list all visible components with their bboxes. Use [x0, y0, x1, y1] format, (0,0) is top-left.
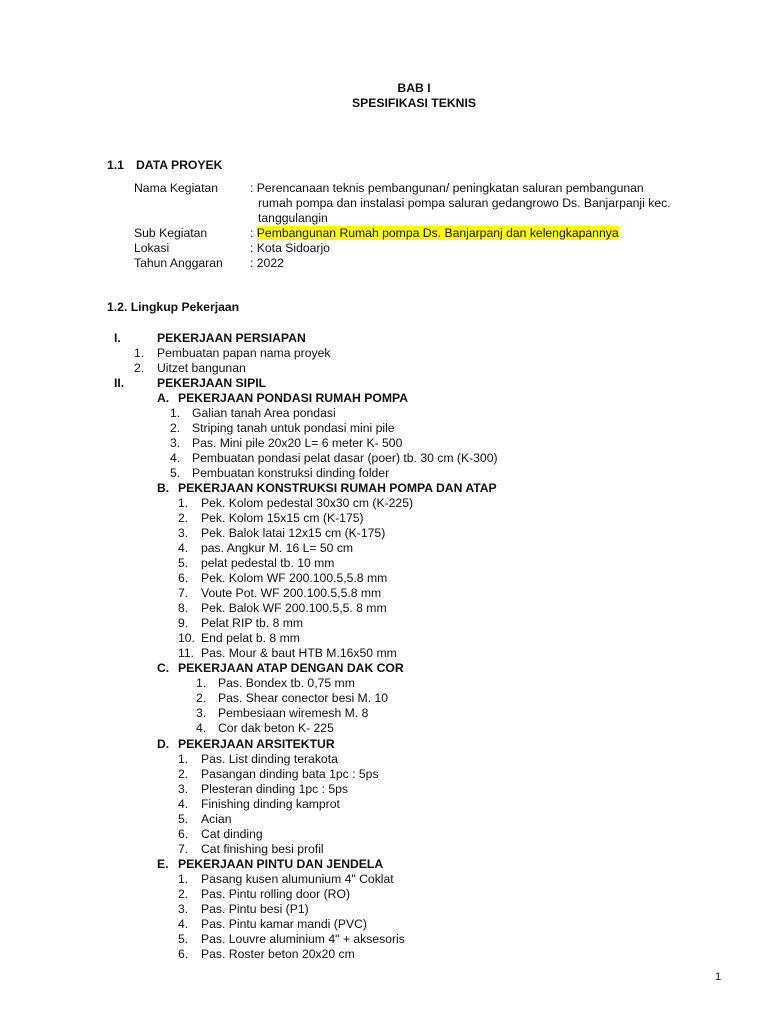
list-item: Cor dak beton K- 225 — [218, 721, 334, 735]
subgroup-letter: A. — [157, 391, 170, 405]
list-number: 3. — [170, 436, 181, 450]
field-label-nama-kegiatan: Nama Kegiatan — [134, 181, 219, 195]
list-number: 2. — [134, 361, 145, 375]
highlighted-text: Pembangunan Rumah pompa Ds. Banjarpanj dan kelengkapannya — [256, 226, 619, 240]
list-item: pas. Angkur M. 16 L= 50 cm — [201, 541, 354, 555]
document-title: SPESIFIKASI TEKNIS — [352, 96, 476, 110]
field-value-nama-kegiatan-line: rumah pompa dan instalasi pompa saluran gedangrowo Ds. Banjarpanji kec. — [258, 196, 671, 210]
list-item: Cat dinding — [201, 827, 263, 841]
list-item: Pek. Kolom WF 200.100.5,5.8 mm — [201, 571, 388, 585]
list-number: 8. — [178, 601, 189, 615]
list-number: 3. — [178, 526, 189, 540]
subgroup-letter: C. — [157, 661, 170, 675]
list-number: 2. — [178, 511, 189, 525]
list-number: 2. — [178, 767, 189, 781]
list-item: Pek. Balok WF 200.100.5,5. 8 mm — [201, 601, 387, 615]
section-number: 1.1 — [107, 158, 124, 172]
list-number: 2. — [178, 887, 189, 901]
list-item: Pasangan dinding bata 1pc : 5ps — [201, 767, 379, 781]
list-number: 4. — [178, 797, 189, 811]
list-number: 1. — [178, 752, 189, 766]
list-number: 6. — [178, 827, 189, 841]
subsection-title: 1.2. Lingkup Pekerjaan — [107, 300, 240, 314]
list-item: Galian tanah Area pondasi — [192, 406, 336, 420]
list-item: Pek. Kolom pedestal 30x30 cm (K-225) — [201, 496, 414, 510]
page-number: 1 — [715, 971, 722, 983]
subgroup-letter: D. — [157, 737, 170, 751]
list-item: End pelat b. 8 mm — [201, 631, 300, 645]
field-value-nama-kegiatan: : Perencanaan teknis pembangunan/ peningkatan saluran pembangunan — [250, 181, 644, 195]
list-item: Cat finishing besi profil — [201, 842, 324, 856]
list-item: Plesteran dinding 1pc : 5ps — [201, 782, 349, 796]
list-number: 6. — [178, 947, 189, 961]
list-item: Pas. Mini pile 20x20 L= 6 meter K- 500 — [192, 436, 403, 450]
list-number: 5. — [170, 466, 181, 480]
subgroup-title: PEKERJAAN ATAP DENGAN DAK COR — [178, 661, 404, 675]
list-item: Pembuatan konstruksi dinding folder — [192, 466, 390, 480]
list-item: Pelat RIP tb. 8 mm — [201, 616, 304, 630]
list-item: Striping tanah untuk pondasi mini pile — [192, 421, 395, 435]
list-number: 4. — [178, 541, 189, 555]
field-value-lokasi: : Kota Sidoarjo — [250, 241, 330, 255]
list-item: Acian — [201, 812, 232, 826]
list-item: Pas. Louvre aluminium 4" + aksesoris — [201, 932, 405, 946]
list-number: 7. — [178, 586, 189, 600]
chapter-label: BAB I — [397, 81, 431, 95]
scope-title: PEKERJAAN PERSIAPAN — [157, 331, 306, 345]
subgroup-title: PEKERJAAN PINTU DAN JENDELA — [178, 857, 384, 871]
subgroup-title: PEKERJAAN KONSTRUKSI RUMAH POMPA DAN ATAP — [178, 481, 497, 495]
list-item: Pek. Kolom 15x15 cm (K-175) — [201, 511, 364, 525]
list-number: 4. — [170, 451, 181, 465]
list-number: 3. — [178, 902, 189, 916]
list-number: 5. — [178, 556, 189, 570]
list-item: Pas. Roster beton 20x20 cm — [201, 947, 355, 961]
list-number: 1. — [196, 676, 207, 690]
list-number: 4. — [196, 721, 207, 735]
list-number: 1. — [134, 346, 145, 360]
list-number: 1. — [178, 872, 189, 886]
list-number: 5. — [178, 812, 189, 826]
subgroup-letter: B. — [157, 481, 170, 495]
list-item: Pas. Mour & baut HTB M.16x50 mm — [201, 646, 397, 660]
list-item: Pas. Pintu kamar mandi (PVC) — [201, 917, 367, 931]
list-number: 1. — [178, 496, 189, 510]
list-item: Uitzet bangunan — [157, 361, 246, 375]
list-item: Pas. Bondex tb. 0,75 mm — [218, 676, 355, 690]
list-item: pelat pedestal tb. 10 mm — [201, 556, 335, 570]
scope-number: I. — [114, 331, 121, 345]
list-number: 10. — [178, 631, 195, 645]
list-number: 5. — [178, 932, 189, 946]
list-item: Finishing dinding kamprot — [201, 797, 340, 811]
scope-number: II. — [114, 376, 125, 390]
list-number: 4. — [178, 917, 189, 931]
list-item: Pasang kusen alumunium 4" Coklat — [201, 872, 394, 886]
list-item: Pas. Shear conector besi M. 10 — [218, 691, 389, 705]
field-label-lokasi: Lokasi — [134, 241, 170, 255]
list-item: Pembuatan papan nama proyek — [157, 346, 331, 360]
field-value-tahun-anggaran: : 2022 — [250, 256, 284, 270]
list-number: 2. — [196, 691, 207, 705]
list-number: 11. — [178, 646, 195, 660]
list-item: Pembuatan pondasi pelat dasar (poer) tb. 30 cm (K-300) — [192, 451, 498, 465]
subgroup-title: PEKERJAAN PONDASI RUMAH POMPA — [178, 391, 409, 405]
list-item: Pas. Pintu rolling door (RO) — [201, 887, 351, 901]
list-item: Voute Pot. WF 200.100.5,5.8 mm — [201, 586, 382, 600]
list-number: 3. — [196, 706, 207, 720]
list-number: 1. — [170, 406, 181, 420]
list-item: Pek. Balok latai 12x15 cm (K-175) — [201, 526, 386, 540]
list-number: 6. — [178, 571, 189, 585]
subgroup-title: PEKERJAAN ARSITEKTUR — [178, 737, 335, 751]
field-value-sub-kegiatan: : Pembangunan Rumah pompa Ds. Banjarpanj dan kelengkapannya — [250, 226, 619, 240]
scope-title: PEKERJAAN SIPIL — [157, 376, 267, 390]
field-label-sub-kegiatan: Sub Kegiatan — [134, 226, 208, 240]
list-number: 7. — [178, 842, 189, 856]
list-number: 2. — [170, 421, 181, 435]
field-label-tahun-anggaran: Tahun Anggaran — [134, 256, 223, 270]
field-value-nama-kegiatan-line: tanggulangin — [258, 211, 328, 225]
list-item: Pembesiaan wiremesh M. 8 — [218, 706, 369, 720]
subgroup-letter: E. — [157, 857, 169, 871]
list-number: 3. — [178, 782, 189, 796]
list-item: Pas. List dinding terakota — [201, 752, 338, 766]
list-item: Pas. Pintu besi (P1) — [201, 902, 309, 916]
section-title: DATA PROYEK — [136, 158, 223, 172]
list-number: 9. — [178, 616, 189, 630]
